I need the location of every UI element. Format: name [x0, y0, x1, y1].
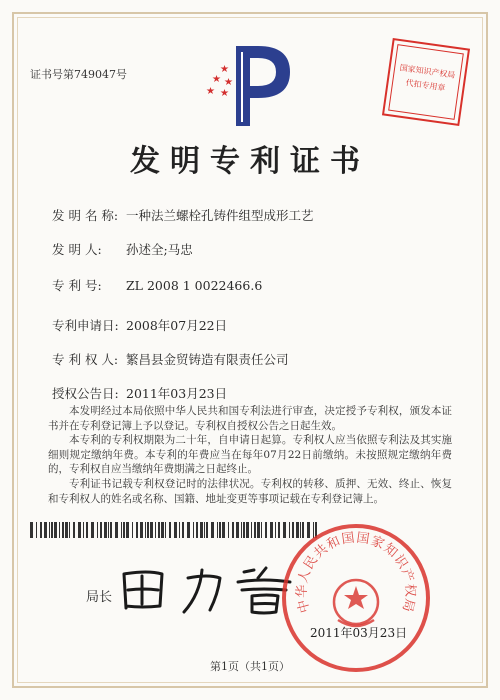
grant-date-row: [52, 384, 227, 402]
svg-text:国家知识产权局: 国家知识产权局: [399, 63, 456, 80]
invention-name-value: 一种法兰螺栓孔铸件组型成形工艺: [126, 208, 314, 223]
filing-date-value: 2008年07月22日: [126, 318, 228, 333]
page-number: 第1页（共1页）: [210, 660, 290, 673]
body-paragraph-3: 专利证书记载专利权登记时的法律状况。专利权的转移、质押、无效、终止、恢复和专利权人的姓名或名称、国籍、地址变更等事项记载在专利登记簿上。: [48, 477, 452, 505]
document-title: 发明专利证书: [130, 144, 370, 179]
patentee-row: [52, 350, 289, 368]
barcode-icon: [30, 522, 318, 538]
patentee-label: 专 利 权 人:: [52, 352, 119, 367]
seal-date: 2011年03月23日: [310, 626, 408, 640]
inventor-value: 孙述全;马忠: [126, 242, 193, 257]
agency-stamp-icon: [380, 36, 472, 128]
grant-date-value: 2011年03月23日: [126, 386, 228, 401]
certificate-body: [48, 404, 452, 506]
sipo-logo-icon: [198, 38, 308, 133]
svg-text:中华人民共和国国家知识产权局: 中华人民共和国国家知识产权局: [294, 530, 418, 615]
patentee-value: 繁昌县金贸铸造有限责任公司: [126, 352, 289, 367]
patent-number-value: ZL 2008 1 0022466.6: [126, 278, 263, 293]
inventor-row: [52, 240, 193, 258]
grant-date-label: 授权公告日:: [52, 386, 119, 401]
body-paragraph-1: 本发明经过本局依照中华人民共和国专利法进行审查，决定授予专利权，颁发本证书并在专利登记簿上予以登记。专利权自授权公告之日起生效。: [48, 405, 452, 432]
certificate-number: 证书号第749047号: [30, 68, 127, 81]
invention-name-row: [52, 206, 314, 224]
official-seal-icon: [278, 520, 434, 676]
patent-number-label: 专 利 号:: [52, 278, 102, 293]
director-label: 局长: [86, 590, 113, 605]
patent-number-row: [52, 276, 262, 294]
svg-text:代扣专用章: 代扣专用章: [405, 78, 446, 93]
body-paragraph-2: 本专利的专利权期限为二十年，自申请日起算。专利权人应当依照专利法及其实施细则规定缴纳年费。本专利的年费应当在每年07月22日前缴纳。未按照规定缴纳年费的，专利权自应当缴纳年费期满之日起终止。: [48, 434, 452, 476]
invention-name-label: 发 明 名 称:: [52, 208, 119, 223]
inventor-label: 发 明 人:: [52, 242, 102, 257]
filing-date-label: 专利申请日:: [52, 318, 119, 333]
filing-date-row: [52, 316, 227, 334]
